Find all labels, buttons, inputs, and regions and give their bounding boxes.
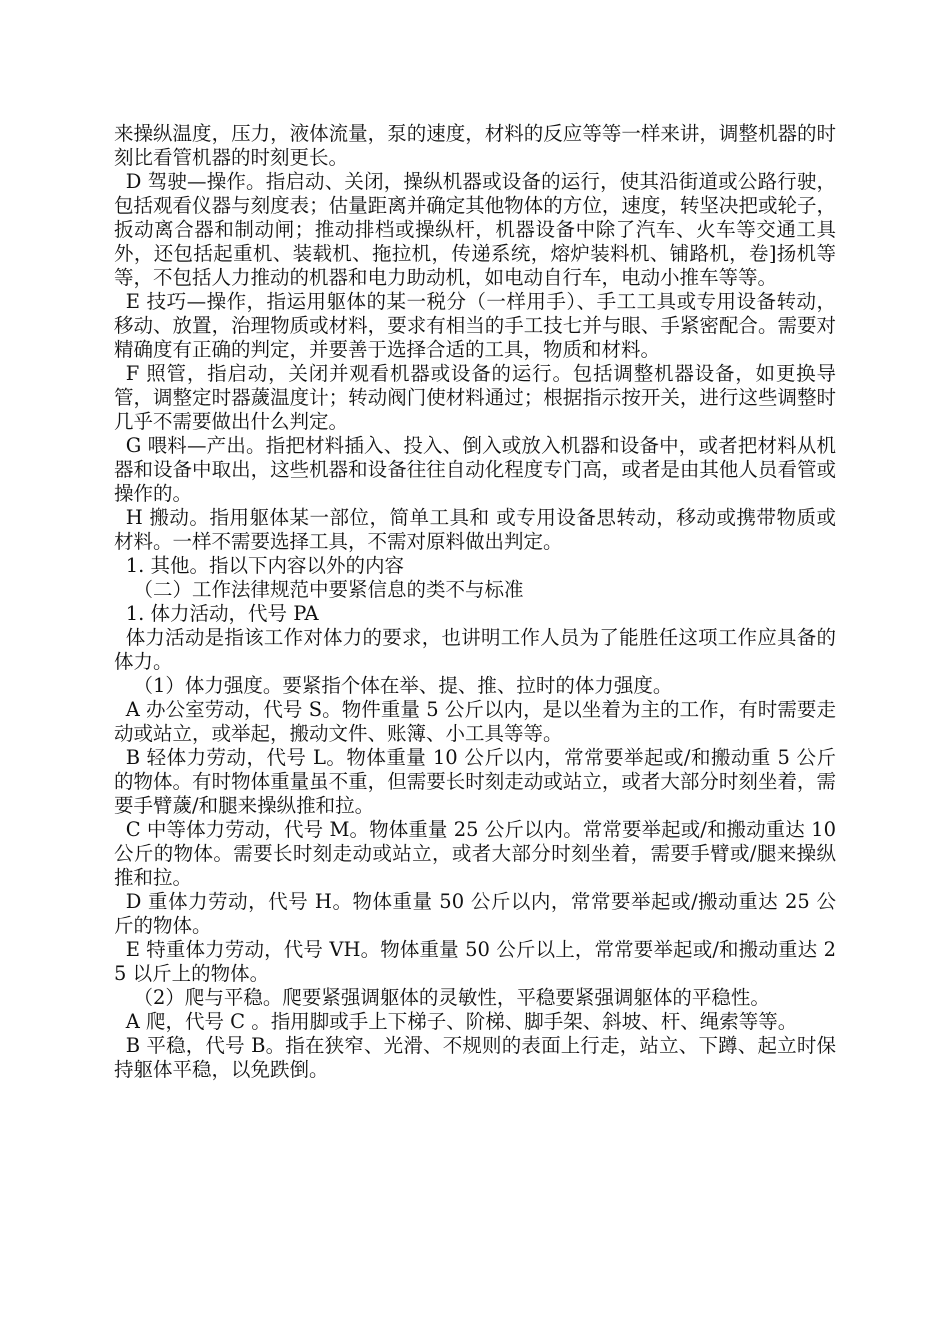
document-body: [114, 122, 836, 1082]
paragraph-heavy-labor: D 重体力劳动，代号 H。物体重量 50 公斤以内，常常要举起或/搬动重达 25 公斤的物体。: [114, 890, 836, 937]
paragraph-tending: F 照管，指启动，关闭并观看机器或设备的运行。包括调整机器设备，如更换导管，调整定时器薉温度计；转动阀门使材料通过；根据指示按开关，进行这些调整时几乎不需要做出什么判定。: [114, 362, 836, 433]
paragraph-climb-balance-intro: （2）爬与平稳。爬要紧强调躯体的灵敏性，平稳要紧强调躯体的平稳性。: [133, 986, 770, 1009]
paragraph-very-heavy-labor: E 特重体力劳动，代号 VH。物体重量 50 公斤以上，常常要举起或/和搬动重达 25 以斤上的物体。: [114, 938, 836, 985]
paragraph-skill-operation: E 技巧—操作，指运用躯体的某一税分（一样用手）、手工工具或专用设备转动，移动、放置，治理物质或材料，要求有相当的手工技七并与眼、手紧密配合。需要对精确度有正确的判定，并要善于选择合适的工具，物质和材料。: [114, 290, 836, 361]
section-heading: （二）工作法律规范中要紧信息的类不与标准: [133, 578, 524, 601]
paragraph-strength-intro: （1）体力强度。要紧指个体在举、提、推、拉时的体力强度。: [133, 674, 673, 697]
paragraph-physical-activity: 体力活动是指该工作对体力的要求，也讲明工作人员为了能胜任这项工作应具备的体力。: [114, 626, 836, 673]
paragraph-feeding: G 喂料—产出。指把材料插入、投入、倒入或放入机器和设备中，或者把材料从机器和设备中取出，这些机器和设备往往自动化程度专门高，或者是由其他人员看管或操作的。: [114, 434, 836, 505]
paragraph-light-labor: B 轻体力劳动，代号 L。物体重量 10 公斤以内，常常要举起或/和搬动重 5 公斤的物体。有时物体重量虽不重，但需要长时刻走动或站立，或者大部分时刻坐着，需要手臂薉/和腿来操纵推和拉。: [114, 746, 836, 817]
paragraph-office-labor: A 办公室劳动，代号 S。物件重量 5 公斤以内，是以坐着为主的工作，有时需要走动或站立，或举起，搬动文件、账簿、小工具等等。: [114, 698, 836, 745]
paragraph-driving: D 驾驶—操作。指启动、关闭，操纵机器或设备的运行，使其沿街道或公路行驶，包括观看仪器与刻度表；估量距离并确定其他物体的方位，速度，转坚决把或轮子，扳动离合器和制动闸；推动排档或操纵杆，机器设备中除了汽车、火车等交通工具外，还包括起重机、装载机、拖拉机，传递系统，熔炉装料机、铺路机，卷]扬机等等，不包括人力推动的机器和电力助动机，如电动自行车，电动小推车等等。: [114, 170, 836, 289]
paragraph-balancing: B 平稳，代号 B。指在狭窄、光滑、不规则的表面上行走，站立、下蹲、起立时保持躯体平稳，以免跌倒。: [114, 1034, 836, 1081]
paragraph-climbing: A 爬，代号 C 。指用脚或手上下梯子、阶梯、脚手架、斜坡、杆、绳索等等。: [125, 1010, 798, 1033]
paragraph-medium-labor: C 中等体力劳动，代号 M。物体重量 25 公斤以内。常常要举起或/和搬动重达 10 公斤的物体。需要长时刻走动或站立，或者大部分时刻坐着，需要手臂或/腿来操纵推和拉。: [114, 818, 836, 889]
paragraph-moving: H 搬动。指用躯体某一部位，简单工具和 或专用设备思转动，移动或携带物质或材料。一样不需要选择工具，不需对原料做出判定。: [114, 506, 836, 553]
subsection-heading: 1. 体力活动，代号 PA: [125, 602, 319, 625]
paragraph-other: 1. 其他。指以下内容以外的内容: [125, 554, 404, 577]
paragraph-continuation: 来操纵温度，压力，液体流量，泵的速度，材料的反应等等一样来讲，调整机器的时刻比看管机器的时刻更长。: [114, 122, 836, 169]
